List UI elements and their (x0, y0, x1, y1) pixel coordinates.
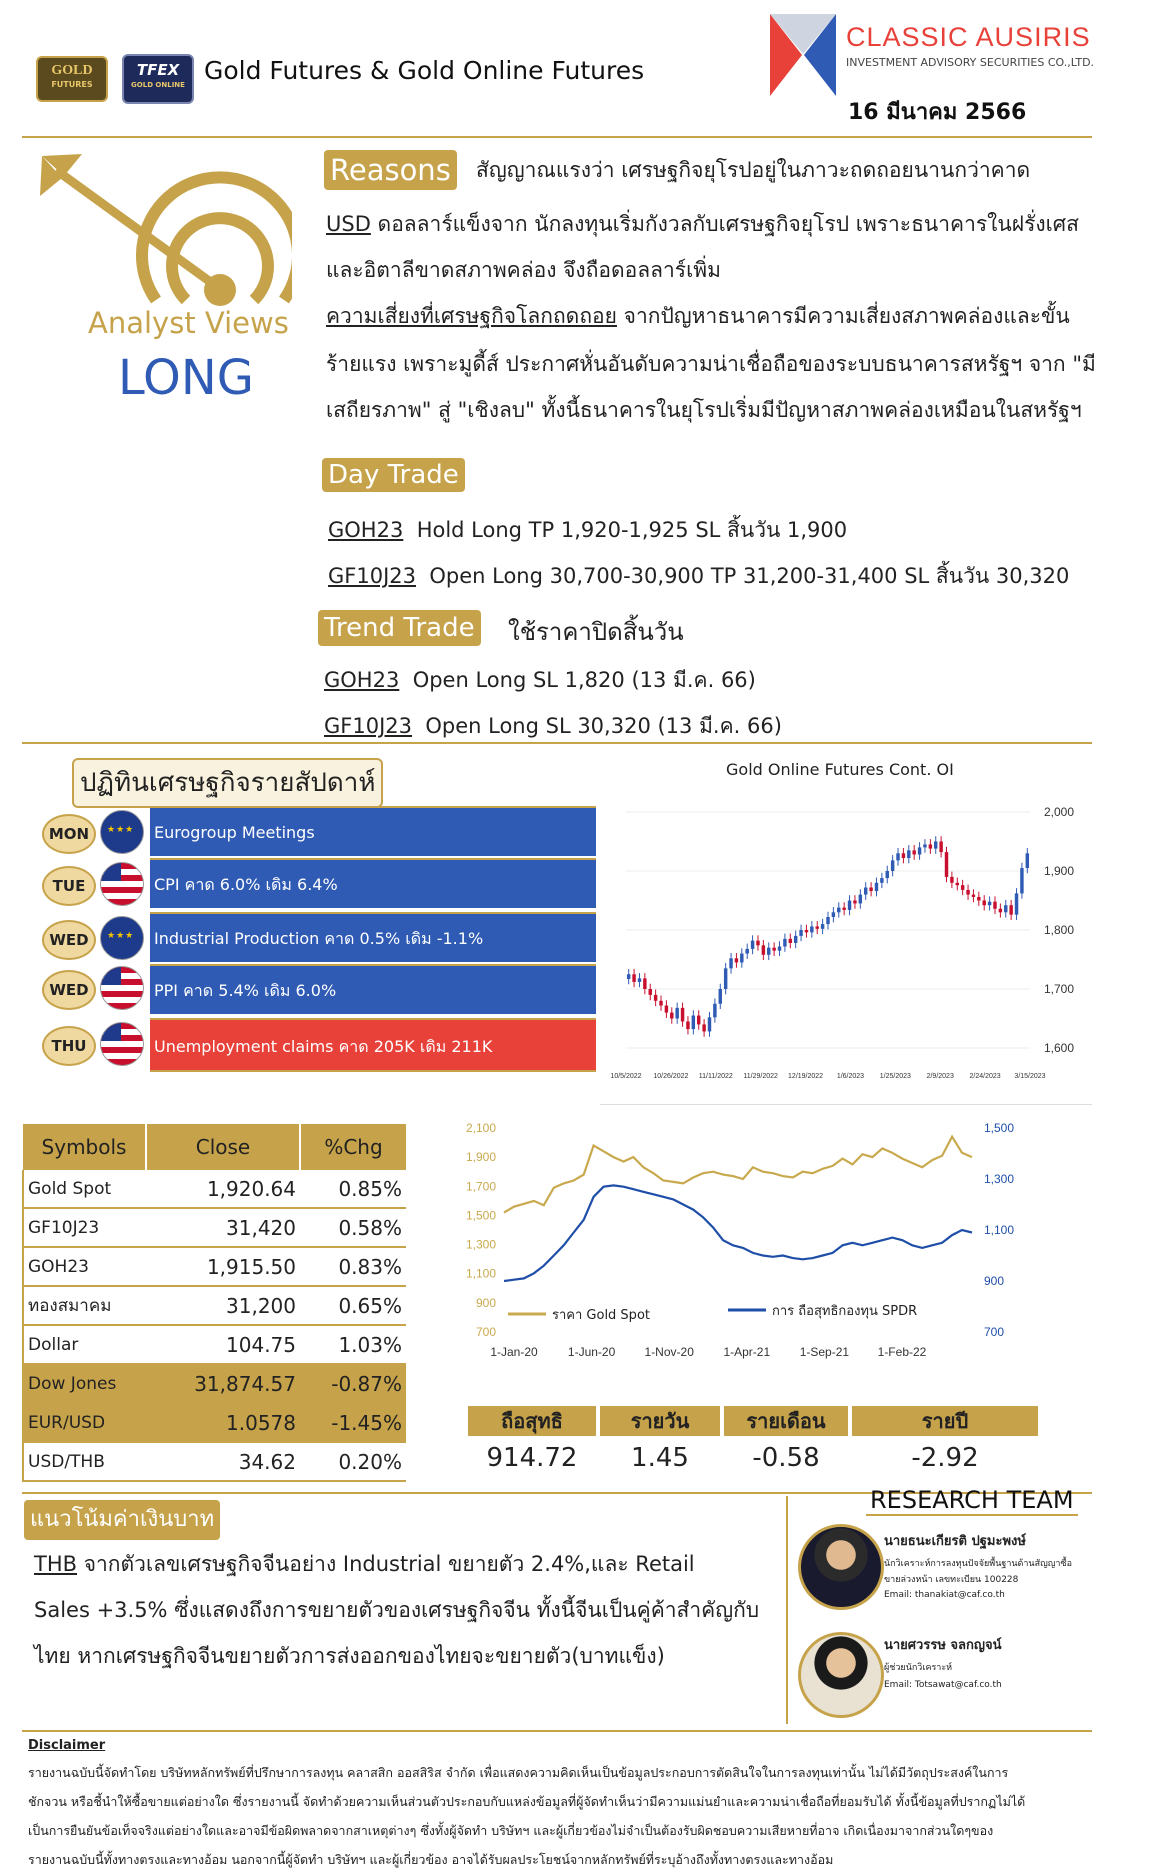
close-cell: 34.62 (146, 1442, 300, 1481)
x-tick-label: 2/24/2023 (969, 1073, 1001, 1080)
reason-line-6: เสถียรภาพ" สู่ "เชิงลบ" ทั้งนี้ธนาคารในยุโรปเริ่มมีปัญหาสภาพคล่องเหมือนในสหรัฐฯ (326, 398, 1082, 422)
day-badge: MON (42, 814, 96, 854)
change-cell: -0.87% (300, 1364, 406, 1403)
table-row (23, 1170, 406, 1208)
candle-body (982, 901, 985, 906)
y-right-tick-label: 1,300 (984, 1172, 1015, 1186)
analyst-view-value: LONG (118, 350, 254, 406)
candle-body (762, 945, 765, 954)
candle-body (767, 948, 770, 955)
gold-logo-subtext: FUTURES (51, 80, 93, 89)
us-flag-icon (100, 862, 144, 906)
candle-body (719, 989, 722, 1004)
analyst-role: นักวิเคราะห์การลงทุนปัจจัยพื้นฐานด้านสัญญาซื้อ (884, 1559, 1072, 1569)
candle-body (977, 897, 980, 901)
symbol-cell: Gold Spot (23, 1170, 146, 1208)
table-row (23, 1325, 406, 1364)
x-tick-label: 3/15/2023 (1014, 1073, 1046, 1080)
candle-body (821, 924, 824, 929)
candle-body (918, 847, 921, 854)
analyst-name: นายธนะเกียรติ ปฐมะพงษ์ (884, 1534, 1026, 1549)
candle-body (945, 852, 948, 877)
candle-body (966, 890, 969, 895)
day-trade-item (328, 560, 1069, 593)
reason-line-3: และอิตาลีขาดสภาพคล่อง จึงถือดอลลาร์เพิ่ม (326, 258, 721, 282)
candle-body (880, 878, 883, 883)
candle-body (1015, 893, 1018, 914)
fund-value: 914.72 (486, 1443, 578, 1473)
symbol-cell: ทองสมาคม (23, 1286, 146, 1325)
reason-line-5: ร้ายแรง เพราะมูดี้ส์ ประกาศหั่นอันดับความน่าเชื่อถือของระบบธนาคารสหรัฐฯ จาก "มี (326, 352, 1096, 376)
candle-body (692, 1016, 695, 1030)
baht-line-2: Sales +3.5% ซึ่งแสดงถึงการขยายตัวของเศรษฐกิจจีน ทั้งนี้จีนเป็นคู่ค้าสำคัญกับ (34, 1598, 760, 1622)
candle-body (896, 853, 899, 860)
brand-subtitle: INVESTMENT ADVISORY SECURITIES CO.,LTD. (846, 56, 1095, 69)
x-tick-label: 1/25/2023 (879, 1073, 911, 1080)
x-tick-label: 10/26/2022 (653, 1073, 689, 1080)
candle-body (988, 902, 991, 906)
candle-body (956, 883, 959, 885)
event-row: Eurogroup Meetings (150, 806, 596, 856)
symbol-cell: GF10J23 (23, 1208, 146, 1247)
table-row (23, 1208, 406, 1247)
gold-futures-logo (36, 56, 108, 102)
trade-symbol: GOH23 (328, 518, 404, 542)
y-left-tick-label: 900 (475, 1295, 496, 1310)
candle-body (799, 930, 802, 936)
candle-body (886, 871, 889, 878)
candle-body (810, 926, 813, 932)
symbols-table (22, 1124, 406, 1482)
candle-body (929, 844, 932, 848)
baht-line-3: ไทย หากเศรษฐกิจจีนขยายตัวการส่งออกของไทยจะขยายตัว(บาทแข็ง) (34, 1644, 665, 1668)
x-tick-label: 1-Nov-20 (644, 1345, 694, 1359)
close-cell: 1.0578 (146, 1403, 300, 1442)
research-team-title: RESEARCH TEAM (866, 1486, 1078, 1516)
candle-body (783, 939, 786, 947)
change-cell: -1.45% (300, 1403, 406, 1442)
fund-value: 1.45 (631, 1443, 689, 1473)
trade-symbol: GF10J23 (328, 564, 416, 588)
analyst-avatar (798, 1632, 884, 1718)
analyst-views-label: Analyst Views (88, 306, 289, 340)
analyst-role: ขายล่วงหน้า เลขทะเบียน 100228 (884, 1575, 1019, 1585)
y-right-tick-label: 700 (984, 1325, 1005, 1339)
candle-body (891, 860, 894, 871)
y-left-tick-label: 1,100 (465, 1266, 496, 1281)
tfex-logo-subtext: GOLD ONLINE (131, 81, 185, 89)
close-cell: 31,200 (146, 1286, 300, 1325)
candle-body (654, 995, 657, 1001)
candle-body (848, 901, 851, 910)
risk-keyword: ความเสี่ยงที่เศรษฐกิจโลกถดถอย (326, 304, 617, 328)
usd-keyword: USD (326, 212, 371, 236)
y-right-tick-label: 900 (984, 1274, 1005, 1288)
header-divider (22, 136, 1092, 138)
trade-text: Hold Long TP 1,920-1,925 SL สิ้นวัน 1,900 (416, 518, 848, 542)
candle-body (675, 1008, 678, 1019)
analyst-email: Email: thanakiat@caf.co.th (884, 1590, 1005, 1600)
y-tick-label: 1,600 (1044, 1041, 1075, 1055)
candle-body (1009, 905, 1012, 914)
y-tick-label: 1,800 (1044, 923, 1075, 937)
change-cell: 0.58% (300, 1208, 406, 1247)
candle-body (837, 908, 840, 913)
candle-body (649, 989, 652, 995)
candle-body (681, 1008, 684, 1022)
x-tick-label: 1-Jun-20 (567, 1345, 616, 1359)
fund-header: รายวัน (600, 1406, 720, 1436)
candle-body (1026, 853, 1029, 868)
gold-logo-text: GOLD (51, 63, 93, 78)
reason-line-4 (326, 302, 1070, 330)
candle-body (740, 954, 743, 963)
baht-line-1 (34, 1548, 695, 1581)
trade-symbol: GF10J23 (324, 714, 412, 738)
symbol-cell: GOH23 (23, 1247, 146, 1286)
candle-body (972, 895, 975, 897)
symbol-cell: Dollar (23, 1325, 146, 1364)
candle-body (1004, 905, 1007, 912)
candle-body (875, 883, 878, 891)
candle-body (665, 1006, 668, 1013)
candle-body (735, 958, 738, 962)
y-left-tick-label: 1,500 (465, 1208, 496, 1223)
candle-body (993, 902, 996, 909)
disclaimer-title: Disclaimer (28, 1738, 106, 1753)
candle-body (853, 901, 856, 904)
table-row (23, 1364, 406, 1403)
candle-body (794, 936, 797, 943)
y-left-tick-label: 1,300 (465, 1237, 496, 1252)
section-divider (22, 1730, 1092, 1732)
thb-keyword: THB (34, 1552, 78, 1576)
column-header: %Chg (300, 1124, 406, 1170)
reason-text: ดอลลาร์แข็งจาก นักลงทุนเริ่มกังวลกับเศรษฐกิจยุโรป เพราะธนาคารในฝรั่งเศส (370, 212, 1079, 236)
close-cell: 1,920.64 (146, 1170, 300, 1208)
fund-header: รายปี (852, 1406, 1038, 1436)
eu-flag-icon (100, 916, 144, 960)
candle-body (939, 842, 942, 853)
day-trade-item (328, 514, 847, 547)
trend-trade-item (324, 710, 782, 743)
day-badge: WED (42, 920, 96, 960)
candle-body (902, 853, 905, 858)
tfex-logo (122, 54, 194, 104)
close-cell: 31,420 (146, 1208, 300, 1247)
event-row: Industrial Production คาด 0.5% เดิม -1.1% (150, 912, 596, 962)
brand-name: CLASSIC AUSIRIS (846, 22, 1091, 52)
x-tick-label: 2/9/2023 (926, 1073, 954, 1080)
oi-chart-title: Gold Online Futures Cont. OI (726, 760, 954, 779)
legend-label: ราคา Gold Spot (552, 1308, 650, 1323)
y-tick-label: 2,000 (1044, 805, 1075, 819)
candle-body (805, 930, 808, 932)
y-tick-label: 1,700 (1044, 982, 1075, 996)
candle-body (632, 974, 635, 982)
candle-body (751, 941, 754, 949)
candle-body (713, 1004, 716, 1018)
fund-header: รายเดือน (724, 1406, 848, 1436)
gold-spot-series-line (504, 1137, 972, 1213)
trade-text: Open Long 30,700-30,900 TP 31,200-31,400 SL สิ้นวัน 30,320 (429, 564, 1070, 588)
day-badge: TUE (42, 866, 96, 906)
analyst-name: นายศวรรษ จลกญจน์ (884, 1638, 1002, 1653)
vertical-divider (786, 1496, 788, 1724)
candle-body (912, 850, 915, 854)
close-cell: 31,874.57 (146, 1364, 300, 1403)
x-tick-label: 10/5/2022 (610, 1073, 642, 1080)
disclaimer-line: รายงานฉบับนี้ทั้งทางตรงและทางอ้อม นอกจากนี้ผู้จัดทำ บริษัทฯ และผู้เกี่ยวข้อง อาจได้รับผลประโยชน์จากหลักทรัพย์ที่ระบุอ้างถึงทั้งทางตรงและทางอ้อม (28, 1852, 834, 1867)
change-cell: 0.65% (300, 1286, 406, 1325)
fund-value: -0.58 (752, 1443, 820, 1473)
event-row: Unemployment claims คาด 205K เดิม 211K (150, 1018, 596, 1072)
table-row (23, 1247, 406, 1286)
candle-body (697, 1016, 700, 1025)
y-left-tick-label: 1,700 (465, 1179, 496, 1194)
section-divider (22, 742, 1092, 744)
candle-body (772, 948, 775, 951)
column-header: Symbols (23, 1124, 146, 1170)
y-right-tick-label: 1,500 (984, 1121, 1015, 1135)
disclaimer-line: รายงานฉบับนี้จัดทำโดย บริษัทหลักทรัพย์ที่ปรึกษาการลงทุน คลาสสิก ออสสิริส จำกัด เพื่อแสดงความคิดเห็นเป็นข้อมูลประกอบการตัดสินใจในการลงทุนเท่านั้น ไม่ได้มีวัตถุประสงค์ในการ (28, 1765, 1009, 1780)
candle-body (864, 888, 867, 895)
trend-trade-note: ใช้ราคาปิดสิ้นวัน (508, 618, 684, 646)
close-cell: 104.75 (146, 1325, 300, 1364)
us-flag-icon (100, 966, 144, 1010)
symbol-cell: Dow Jones (23, 1364, 146, 1403)
candle-body (638, 978, 641, 982)
disclaimer-line: เป็นการยืนยันข้อเท็จจริงแต่อย่างใดและอาจมีข้อผิดพลาดจากสาเหตุต่างๆ ซึ่งทั้งผู้จัดทำ บริษัทฯ และผู้เกี่ยวข้องไม่จำเป็นต้องรับผิดชอบความเสียหายที่อาจ เกิดเนื่องมาจากส่วนใดๆของ (28, 1823, 994, 1838)
x-tick-label: 11/29/2022 (743, 1073, 778, 1080)
symbol-cell: USD/THB (23, 1442, 146, 1481)
x-tick-label: 1-Sep-21 (799, 1345, 850, 1359)
section-divider (600, 1104, 1092, 1105)
candle-body (1020, 868, 1023, 893)
tfex-logo-text: TFEX (136, 61, 180, 79)
classic-ausiris-logo-icon (770, 14, 836, 96)
x-tick-label: 1-Jan-20 (490, 1345, 538, 1359)
table-row (23, 1286, 406, 1325)
candle-body (859, 895, 862, 904)
y-left-tick-label: 700 (475, 1325, 496, 1339)
candle-body (724, 968, 727, 989)
candle-body (961, 885, 964, 890)
calendar-title: ปฏิทินเศรษฐกิจรายสัปดาห์ (72, 758, 383, 808)
spdr-series-line (504, 1185, 972, 1281)
candle-body (842, 908, 845, 910)
table-row (23, 1442, 406, 1481)
gold-spdr-line-chart (452, 1118, 1052, 1398)
y-tick-label: 1,900 (1044, 864, 1075, 878)
x-tick-label: 1-Apr-21 (723, 1345, 771, 1359)
y-left-tick-label: 2,100 (465, 1121, 496, 1135)
candle-body (686, 1021, 689, 1029)
candle-body (702, 1024, 705, 1031)
close-cell: 1,915.50 (146, 1247, 300, 1286)
reason-text: จากปัญหาธนาคารมีความเสี่ยงสภาพคล่องและขั้น (616, 304, 1070, 328)
reason-line-2 (326, 210, 1079, 238)
trend-trade-tag: Trend Trade (318, 610, 481, 646)
baht-trend-tag: แนวโน้มค่าเงินบาท (24, 1500, 220, 1540)
candle-body (756, 941, 759, 946)
y-right-tick-label: 1,100 (984, 1223, 1015, 1237)
analyst-role: ผู้ช่วยนักวิเคราะห์ (884, 1663, 953, 1673)
day-badge: WED (42, 970, 96, 1010)
change-cell: 1.03% (300, 1325, 406, 1364)
candle-body (789, 939, 792, 943)
candle-body (643, 978, 646, 989)
analyst-email: Email: Totsawat@caf.co.th (884, 1680, 1002, 1690)
change-cell: 0.85% (300, 1170, 406, 1208)
reasons-tag: Reasons (324, 150, 457, 190)
change-cell: 0.83% (300, 1247, 406, 1286)
x-tick-label: 1/6/2023 (836, 1073, 865, 1080)
table-row (23, 1403, 406, 1442)
disclaimer-line: ชักจวน หรือชี้นำให้ซื้อขายแต่อย่างใด ซึ่งรายงานนี้ จัดทำด้วยความเห็นส่วนตัวประกอบกับแหล่งข้อมูลที่ผู้จัดทำเห็นว่ามีความแม่นยำและความน่าเชื่อถือที่ยอมรับได้ ทั้งนี้ข้อมูลที่ปรากฏไม่ได้ (28, 1794, 1026, 1809)
baht-text: จากตัวเลขเศรษฐกิจจีนอย่าง Industrial ขยายตัว 2.4%,และ Retail (77, 1552, 695, 1576)
us-flag-icon (100, 1022, 144, 1066)
candle-body (778, 947, 781, 951)
x-tick-label: 12/19/2022 (788, 1073, 824, 1080)
candle-body (934, 842, 937, 849)
symbol-cell: EUR/USD (23, 1403, 146, 1442)
candle-body (999, 909, 1002, 913)
page-title: Gold Futures & Gold Online Futures (204, 56, 645, 85)
eu-flag-icon (100, 810, 144, 854)
candle-body (832, 912, 835, 917)
report-date: 16 มีนาคม 2566 (848, 100, 1027, 125)
event-row: PPI คาด 5.4% เดิม 6.0% (150, 964, 596, 1014)
candle-body (745, 949, 748, 954)
candle-body (923, 844, 926, 847)
candle-body (708, 1017, 711, 1031)
table-header-row (23, 1124, 406, 1170)
fund-value: -2.92 (911, 1443, 979, 1473)
analyst-avatar (798, 1524, 884, 1610)
trade-symbol: GOH23 (324, 668, 400, 692)
candle-body (826, 917, 829, 924)
day-trade-tag: Day Trade (322, 458, 465, 492)
x-tick-label: 1-Feb-22 (877, 1345, 927, 1359)
target-arrow-icon (36, 150, 292, 310)
candle-body (729, 958, 732, 968)
fund-header: ถือสุทธิ (468, 1406, 596, 1436)
candle-body (816, 926, 819, 928)
oi-candlestick-chart (610, 792, 1090, 1092)
y-left-tick-label: 1,900 (465, 1150, 496, 1165)
column-header: Close (146, 1124, 300, 1170)
trade-text: Open Long SL 30,320 (13 มี.ค. 66) (425, 714, 782, 738)
legend-label: การ ถือสุทธิกองทุน SPDR (772, 1304, 918, 1319)
event-row: CPI คาด 6.0% เดิม 6.4% (150, 858, 596, 908)
trade-text: Open Long SL 1,820 (13 มี.ค. 66) (412, 668, 756, 692)
trend-trade-item (324, 664, 756, 697)
candle-body (907, 850, 910, 858)
candle-body (950, 877, 953, 883)
reason-line-1: สัญญาณแรงว่า เศรษฐกิจยุโรปอยู่ในภาวะถดถอยนานกว่าคาด (476, 158, 1031, 182)
candle-body (627, 974, 630, 979)
day-badge: THU (42, 1026, 96, 1066)
x-tick-label: 11/11/2022 (698, 1073, 733, 1080)
candle-body (670, 1013, 673, 1019)
candle-body (869, 888, 872, 892)
candle-body (659, 1001, 662, 1006)
change-cell: 0.20% (300, 1442, 406, 1481)
